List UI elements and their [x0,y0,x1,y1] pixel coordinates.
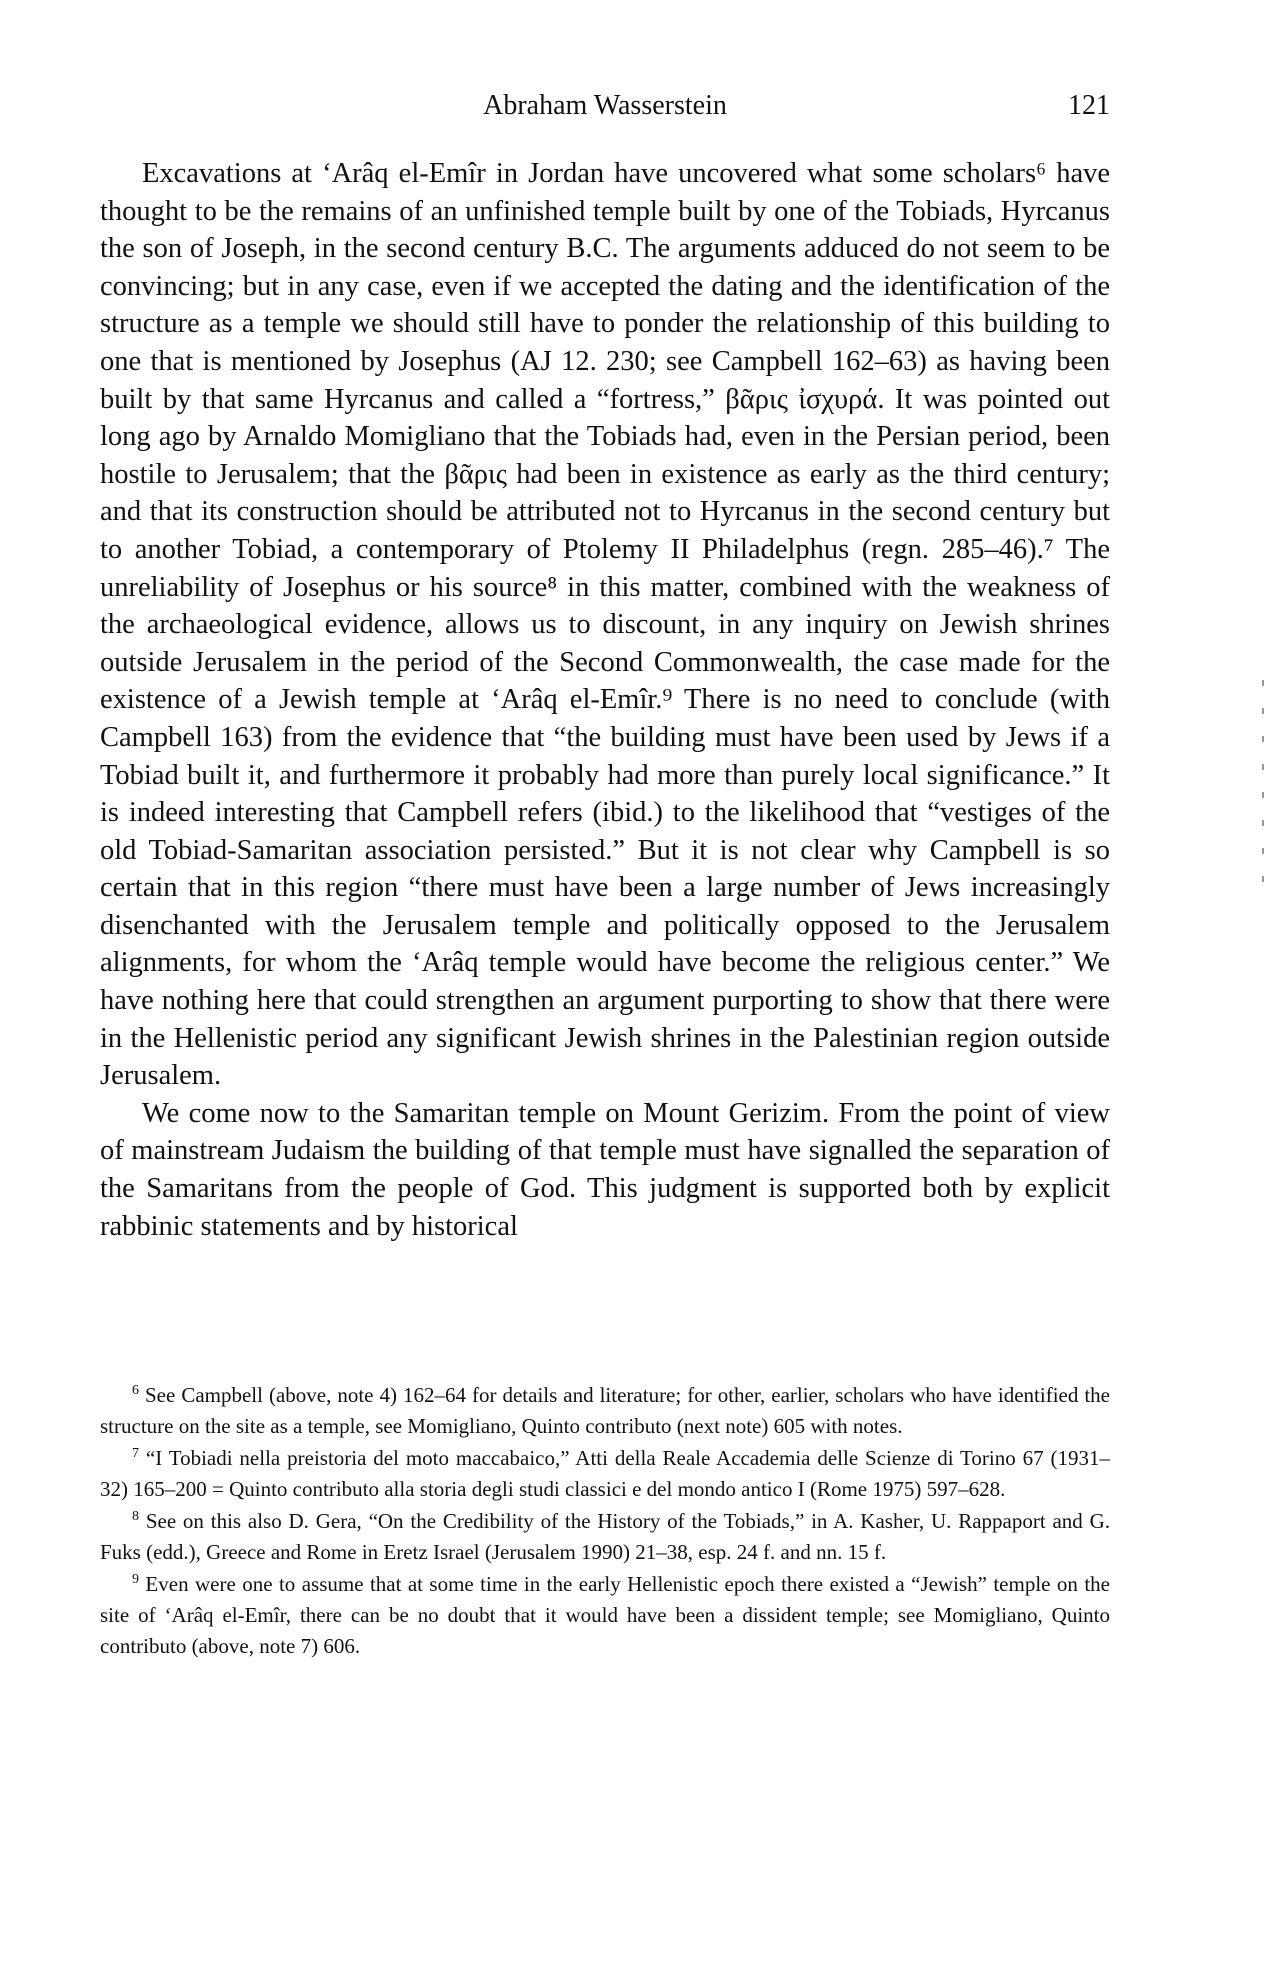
footnote-7 [100,1443,1110,1505]
footnote-number: 9 [132,1572,139,1587]
footnote-9 [100,1569,1110,1662]
running-head [100,90,1110,126]
footnote-text: “I Tobiadi nella preistoria del moto maccabaico,” Atti della Reale Accademia delle Scienze di Torino 67 (1931–32) 165–200 = Quinto contributo alla storia degli studi classici e del mondo antico I (Rome 1975) 597–628. [100,1446,1111,1501]
body-text [100,155,1110,1245]
footnote-6 [100,1380,1110,1442]
scan-mark [1262,708,1264,714]
scan-mark [1262,736,1264,742]
page-number: 121 [1068,90,1110,121]
scan-mark [1262,680,1264,686]
running-head-title: Abraham Wasserstein [483,90,727,121]
body-paragraph-2: We come now to the Samaritan temple on Mount Gerizim. From the point of view of mainstream Judaism the building of that temple must have signalled the separation of the Samaritans from the people of God. This judgment is supported both by explicit rabbinic statements and by historical [100,1097,1110,1242]
footnote-number: 8 [132,1509,139,1524]
scan-mark [1262,792,1264,798]
scan-mark [1262,764,1264,770]
footnote-number: 6 [132,1383,139,1398]
scan-mark [1262,848,1264,854]
footnotes [100,1380,1110,1663]
footnote-text: See on this also D. Gera, “On the Credibility of the History of the Tobiads,” in A. Kasher, U. Rappaport and G. Fuks (edd.), Greece and Rome in Eretz Israel (Jerusalem 1990) 21–38, esp. 24 f. and nn. 15 f. [100,1509,1111,1564]
body-paragraph-1: Excavations at ‘Arâq el-Emîr in Jordan have uncovered what some scholars⁶ have thought to be the remains of an unfinished temple built by one of the Tobiads, Hyrcanus the son of Joseph, in the second century B.C. The arguments adduced do not seem to be convincing; but in any case, even if we accepted the dating and the identification of the structure as a temple we should still have to ponder the relationship of this building to one that is mentioned by Josephus (AJ 12. 230; see Campbell 162–63) as having been built by that same Hyrcanus and called a “fortress,” βᾶρις ἰσχυρά. It was pointed out long ago by Arnaldo Momigliano that the Tobiads had, even in the Persian period, been hostile to Jerusalem; that the βᾶρις had been in existence as early as the third century; and that its construction should be attributed not to Hyrcanus in the second century but to another Tobiad, a contemporary of Ptolemy II Philadelphus (regn. 285–46).⁷ The unreliability of Josephus or his source⁸ in this matter, combined with the weakness of the archaeological evidence, allows us to discount, in any inquiry on Jewish shrines outside Jerusalem in the period of the Second Commonwealth, the case made for the existence of a Jewish temple at ‘Arâq el-Emîr.⁹ There is no need to conclude (with Campbell 163) from the evidence that “the building must have been used by Jews if a Tobiad built it, and furthermore it probably had more than purely local significance.” It is indeed interesting that Campbell refers (ibid.) to the likelihood that “vestiges of the old Tobiad-Samaritan association persisted.” But it is not clear why Campbell is so certain that in this region “there must have been a large number of Jews increasingly disenchanted with the Jerusalem temple and politically opposed to the Jerusalem alignments, for whom the ‘Arâq temple would have become the religious center.” We have nothing here that could strengthen an argument purporting to show that there were in the Hellenistic period any significant Jewish shrines in the Palestinian region outside Jerusalem. [100,158,1110,1092]
footnote-number: 7 [132,1446,139,1461]
scan-margin-marks [1262,680,1266,940]
footnote-text: See Campbell (above, note 4) 162–64 for details and literature; for other, earlier, scholars who have identified the structure on the site as a temple, see Momigliano, Quinto contributo (next note) 605 with notes. [100,1383,1110,1438]
scan-mark [1262,820,1264,826]
footnote-8 [100,1506,1110,1568]
footnote-text: Even were one to assume that at some time in the early Hellenistic epoch there existed a “Jewish” temple on the site of ‘Arâq el-Emîr, there can be no doubt that it would have been a dissident temple; see Momigliano, Quinto contributo (above, note 7) 606. [100,1572,1110,1658]
scan-mark [1262,876,1264,882]
